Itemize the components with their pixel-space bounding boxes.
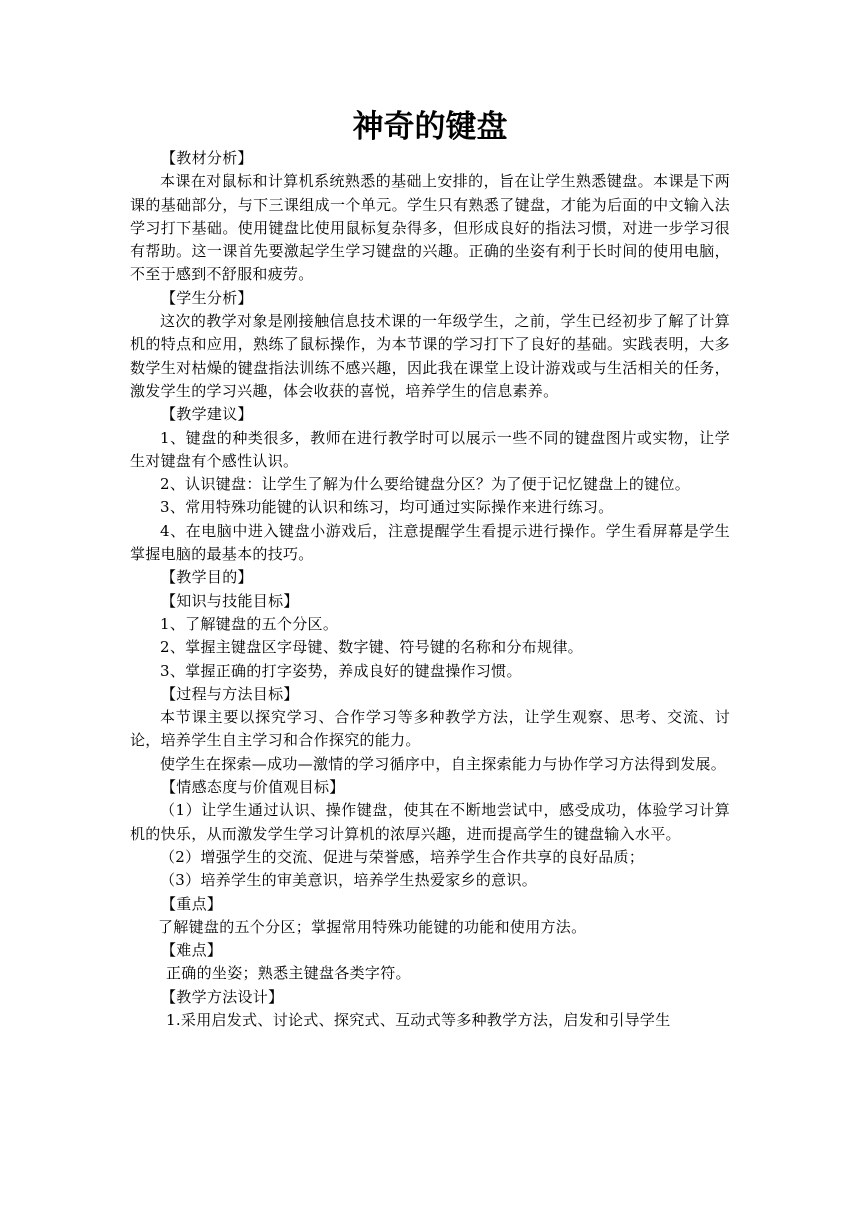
paragraph: 这次的教学对象是刚接触信息技术课的一年级学生，之前，学生已经初步了解了计算机的特点和应用，熟练了鼠标操作，为本节课的学习打下了良好的基础。实践表明，大多数学生对枯燥的键盘指法训练不感兴趣，因此我在课堂上设计游戏或与生活相关的任务，激发学生的学习兴趣，体会收获的喜悦，培养学生的信息素养。 <box>130 312 730 400</box>
section-heading: 【学生分析】 <box>161 288 253 307</box>
section-heading: 【难点】 <box>161 941 223 960</box>
list-item: 1、键盘的种类很多，教师在进行教学时可以展示一些不同的键盘图片或实物，让学生对键盘有个感性认识。 <box>130 428 730 470</box>
document-title: 神奇的键盘 <box>352 109 508 145</box>
section-heading: 【教学建议】 <box>161 405 253 424</box>
section-heading: 【重点】 <box>161 894 223 913</box>
list-item: 2、认识键盘：让学生了解为什么要给键盘分区？为了便于记忆键盘上的键位。 <box>160 475 691 494</box>
list-item: 3、掌握正确的打字姿势，养成良好的键盘操作习惯。 <box>160 661 522 680</box>
paragraph: 本节课主要以探究学习、合作学习等多种教学方法，让学生观察、思考、交流、讨论，培养学生自主学习和合作探究的能力。 <box>130 708 730 750</box>
paragraph: 使学生在探索—成功—激情的学习循序中，自主探索能力与协作学习方法得到发展。 <box>160 754 727 773</box>
subsection-heading: 【情感态度与价值观目标】 <box>161 778 345 797</box>
list-item: 1.采用启发式、讨论式、探究式、互动式等多种教学方法，启发和引导学生 <box>166 1010 671 1029</box>
document-body <box>130 147 730 1032</box>
subsection-heading: 【过程与方法目标】 <box>161 684 299 703</box>
list-item: 4、在电脑中进入键盘小游戏后，注意提醒学生看提示进行操作。学生看屏幕是学生掌握电脑的最基本的技巧。 <box>130 521 730 564</box>
paragraph: 正确的坐姿；熟悉主键盘各类字符。 <box>166 964 411 983</box>
paragraph: 本课在对鼠标和计算机系统熟悉的基础上安排的，旨在让学生熟悉键盘。本课是下两课的基础部分，与下三课组成一个单元。学生只有熟悉了键盘，才能为后面的中文输入法学习打下基础。使用键盘比使用鼠标复杂得多，但形成良好的指法习惯，对进一步学习很有帮助。这一课首先要激起学生学习键盘的兴趣。正确的坐姿有利于长时间的使用电脑，不至于感到不舒服和疲劳。 <box>130 172 730 284</box>
section-heading: 【教学目的】 <box>161 568 253 587</box>
section-heading: 【教材分析】 <box>161 149 253 167</box>
subsection-heading: 【知识与技能目标】 <box>161 591 299 610</box>
list-item: （3）培养学生的审美意识，培养学生热爱家乡的意识。 <box>160 871 538 890</box>
section-heading: 【教学方法设计】 <box>161 987 284 1006</box>
list-item: 1、了解键盘的五个分区。 <box>160 614 339 633</box>
paragraph: 了解键盘的五个分区；掌握常用特殊功能键的功能和使用方法。 <box>158 917 587 936</box>
list-item: （2）增强学生的交流、促进与荣誉感，培养学生合作共享的良好品质； <box>160 847 645 866</box>
list-item: 3、常用特殊功能键的认识和练习，均可通过实际操作来进行练习。 <box>160 498 614 517</box>
list-item: 2、掌握主键盘区字母键、数字键、符号键的名称和分布规律。 <box>160 638 583 657</box>
list-item: （1）让学生通过认识、操作键盘，使其在不断地尝试中，感受成功，体验学习计算机的快乐，从而激发学生学习计算机的浓厚兴趣，进而提高学生的键盘输入水平。 <box>130 801 730 843</box>
